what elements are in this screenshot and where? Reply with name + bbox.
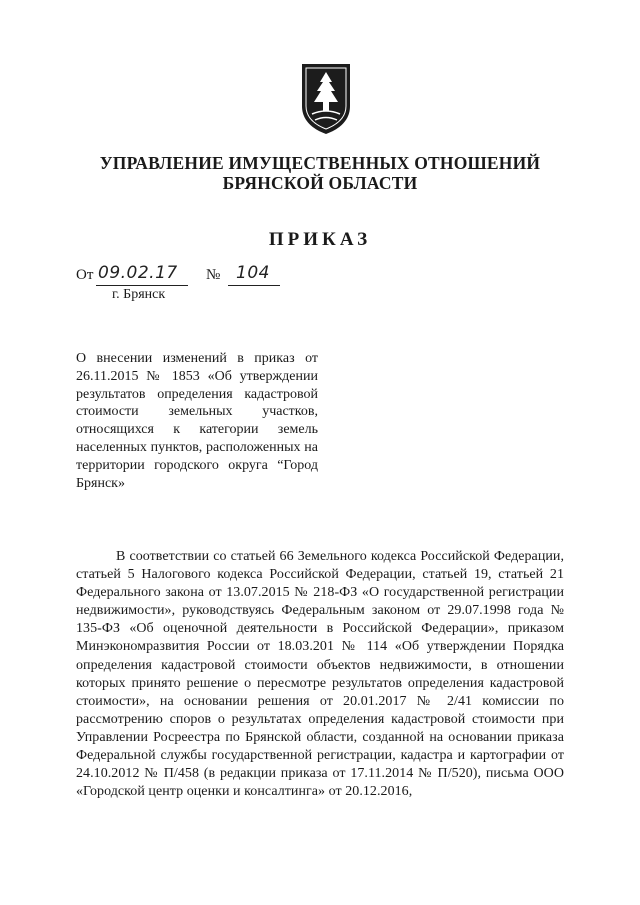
document-title: ПРИКАЗ bbox=[268, 229, 372, 250]
number-underline bbox=[228, 285, 280, 286]
preamble-paragraph: В соответствии со статьей 66 Земельного кодекса Российской Федерации, статьей 5 Налогового кодекса Российской Федерации, статьей 19, статьей 21 Федерального закона от 13.07.2015 № 218-ФЗ «О государственной регистрации недвижимости», руководствуясь Федеральным законом от 29.07.1998 года № 135-ФЗ «Об оценочной деятельности в Российской Федерации», приказом Минэкономразвития России от 18.03.201 № 114 «Об утверждении Порядка определения кадастровой стоимости объектов недвижимости, в отношении которых принято решение о пересмотре результатов определения кадастровой стоимости», на основании решения от 20.01.2017 № 2/41 комиссии по рассмотрению споров о результатах определения кадастровой стоимости при Управлении Росреестра по Брянской области, созданной на основании приказа Федеральной службы государственной регистрации, кадастра и картографии от 24.10.2012 № П/458 (в редакции приказа от 17.11.2014 № П/520), письма ООО «Городской центр оценки и консалтинга» от 20.12.2016, bbox=[76, 549, 564, 800]
order-date: 09.02.17 bbox=[98, 263, 178, 283]
order-subject: О внесении изменений в приказ от 26.11.2015 № 1853 «Об утверждении результатов определения кадастровой стоимости земельных участков, относящихся к категории земель населенных пунктов, расположенных на территории городского округа “Город Брянск» bbox=[76, 351, 318, 491]
number-label: № bbox=[206, 267, 221, 283]
organization-region: БРЯНСКОЙ ОБЛАСТИ bbox=[222, 173, 418, 193]
coat-of-arms-icon bbox=[299, 62, 353, 136]
city: г. Брянск bbox=[112, 287, 166, 302]
order-number: 104 bbox=[236, 263, 270, 283]
from-label: От bbox=[76, 267, 94, 283]
date-underline bbox=[96, 285, 188, 286]
organization-name: УПРАВЛЕНИЕ ИМУЩЕСТВЕННЫХ ОТНОШЕНИЙ bbox=[99, 153, 541, 173]
